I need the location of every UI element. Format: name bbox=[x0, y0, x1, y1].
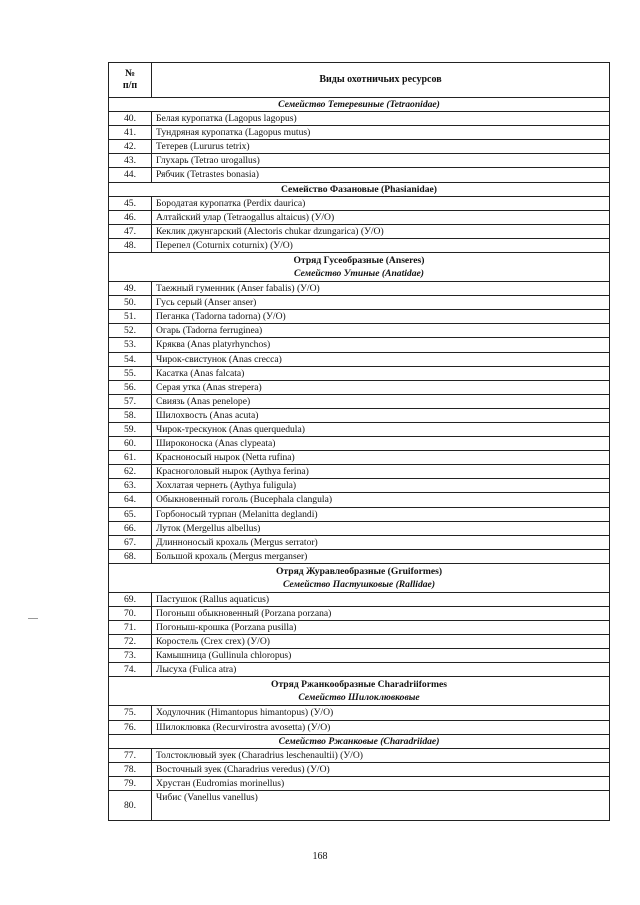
table-row bbox=[109, 549, 610, 563]
species-name: Длинноносый крохаль (Mergus serrator) bbox=[152, 535, 610, 549]
row-number: 63. bbox=[109, 479, 152, 493]
hunting-resources-table bbox=[108, 62, 610, 821]
table-row bbox=[109, 408, 610, 422]
row-number: 44. bbox=[109, 168, 152, 182]
species-name: Перепел (Coturnix coturnix) (У/О) bbox=[152, 238, 610, 252]
species-name: Пастушок (Rallus aquaticus) bbox=[152, 592, 610, 606]
section-row bbox=[109, 253, 610, 282]
species-name: Широконоска (Anas clypeata) bbox=[152, 437, 610, 451]
family-title: Семейство Ржанковые (Charadriidae) bbox=[278, 735, 440, 747]
row-number: 68. bbox=[109, 549, 152, 563]
order-title: Отряд Журавлеобразные (Gruiformes) bbox=[275, 565, 443, 577]
table-row bbox=[109, 324, 610, 338]
page-number: 168 bbox=[312, 851, 328, 862]
species-name: Бородатая куропатка (Perdix daurica) bbox=[152, 196, 610, 210]
section-heading bbox=[109, 563, 610, 592]
table-row bbox=[109, 422, 610, 436]
species-name: Тундряная куропатка (Lagopus mutus) bbox=[152, 126, 610, 140]
table-row bbox=[109, 451, 610, 465]
species-name: Свиязь (Anas penelope) bbox=[152, 394, 610, 408]
table-row bbox=[109, 791, 610, 821]
species-name: Коростель (Crex crex) (У/О) bbox=[152, 635, 610, 649]
table-row bbox=[109, 635, 610, 649]
species-name: Белая куропатка (Lagopus lagopus) bbox=[152, 112, 610, 126]
table-row bbox=[109, 621, 610, 635]
species-name: Пеганка (Tadorna tadorna) (У/О) bbox=[152, 310, 610, 324]
row-number: 54. bbox=[109, 352, 152, 366]
family-title: Семейство Утиные (Anatidae) bbox=[294, 268, 424, 280]
species-name: Красноносый нырок (Netta rufina) bbox=[152, 451, 610, 465]
row-number: 69. bbox=[109, 592, 152, 606]
row-number: 40. bbox=[109, 112, 152, 126]
table-row bbox=[109, 521, 610, 535]
table-row bbox=[109, 394, 610, 408]
row-number: 43. bbox=[109, 154, 152, 168]
species-name: Чибис (Vanellus vanellus) bbox=[152, 791, 610, 821]
row-number: 60. bbox=[109, 437, 152, 451]
table-row bbox=[109, 663, 610, 677]
species-name: Серая утка (Anas strepera) bbox=[152, 380, 610, 394]
table-row bbox=[109, 366, 610, 380]
row-number: 59. bbox=[109, 422, 152, 436]
species-name: Глухарь (Tetrao urogallus) bbox=[152, 154, 610, 168]
species-name: Рябчик (Tetrastes bonasia) bbox=[152, 168, 610, 182]
table-row bbox=[109, 748, 610, 762]
species-name: Луток (Mergellus albellus) bbox=[152, 521, 610, 535]
species-name: Камышница (Gullinula chloropus) bbox=[152, 649, 610, 663]
row-number: 64. bbox=[109, 493, 152, 507]
row-number: 47. bbox=[109, 224, 152, 238]
table-row bbox=[109, 310, 610, 324]
section-heading bbox=[109, 734, 610, 748]
table-row bbox=[109, 196, 610, 210]
species-name: Кряква (Anas platyrhynchos) bbox=[152, 338, 610, 352]
column-header-species: Виды охотничьих ресурсов bbox=[152, 63, 610, 98]
row-number: 66. bbox=[109, 521, 152, 535]
table-row bbox=[109, 352, 610, 366]
row-number: 45. bbox=[109, 196, 152, 210]
species-name: Шилохвость (Anas acuta) bbox=[152, 408, 610, 422]
section-heading bbox=[109, 677, 610, 706]
table-row bbox=[109, 649, 610, 663]
number-label-sub: п/п bbox=[122, 80, 138, 91]
table-row bbox=[109, 210, 610, 224]
row-number: 55. bbox=[109, 366, 152, 380]
row-number: 49. bbox=[109, 282, 152, 296]
species-name: Гусь серый (Anser anser) bbox=[152, 296, 610, 310]
order-title: Отряд Гусеобразные (Anseres) bbox=[293, 254, 425, 266]
row-number: 51. bbox=[109, 310, 152, 324]
species-name: Касатка (Anas falcata) bbox=[152, 366, 610, 380]
row-number: 74. bbox=[109, 663, 152, 677]
family-title: Семейство Тетеревиные (Tetraonidae) bbox=[278, 99, 440, 110]
row-number: 58. bbox=[109, 408, 152, 422]
row-number: 48. bbox=[109, 238, 152, 252]
species-name: Горбоносый турпан (Melanitta deglandi) bbox=[152, 507, 610, 521]
row-number: 79. bbox=[109, 776, 152, 790]
species-name: Погоныш-крошка (Porzana pusilla) bbox=[152, 621, 610, 635]
section-heading bbox=[109, 98, 610, 112]
order-title: Отряд Ржанкообразные Charadriiformes bbox=[271, 679, 447, 691]
species-name: Таежный гуменник (Anser fabalis) (У/О) bbox=[152, 282, 610, 296]
table-row bbox=[109, 112, 610, 126]
species-name: Лысуха (Fulica atra) bbox=[152, 663, 610, 677]
row-number: 80. bbox=[109, 791, 152, 821]
table-row bbox=[109, 338, 610, 352]
species-name: Шилоклювка (Recurvirostra avosetta) (У/О) bbox=[152, 720, 610, 734]
row-number: 61. bbox=[109, 451, 152, 465]
row-number: 73. bbox=[109, 649, 152, 663]
table-row bbox=[109, 140, 610, 154]
row-number: 72. bbox=[109, 635, 152, 649]
species-name: Красноголовый нырок (Aythya ferina) bbox=[152, 465, 610, 479]
species-name: Чирок-свистунок (Anas crecca) bbox=[152, 352, 610, 366]
species-name: Ходулочник (Himantopus himantopus) (У/О) bbox=[152, 706, 610, 720]
species-name: Хохлатая чернеть (Aythya fuligula) bbox=[152, 479, 610, 493]
row-number: 71. bbox=[109, 621, 152, 635]
row-number: 65. bbox=[109, 507, 152, 521]
section-heading bbox=[109, 253, 610, 282]
row-number: 77. bbox=[109, 748, 152, 762]
row-number: 62. bbox=[109, 465, 152, 479]
row-number: 53. bbox=[109, 338, 152, 352]
row-number: 75. bbox=[109, 706, 152, 720]
row-number: 50. bbox=[109, 296, 152, 310]
species-name: Обыкновенный гоголь (Bucephala clangula) bbox=[152, 493, 610, 507]
species-name: Чирок-трескунок (Anas querquedula) bbox=[152, 422, 610, 436]
number-label: № bbox=[124, 68, 136, 79]
row-number: 52. bbox=[109, 324, 152, 338]
table-body bbox=[109, 98, 610, 821]
row-number: 78. bbox=[109, 762, 152, 776]
section-row bbox=[109, 734, 610, 748]
species-name: Кеклик джунгарский (Alectoris chukar dzungarica) (У/О) bbox=[152, 224, 610, 238]
section-heading bbox=[109, 182, 610, 196]
table-row bbox=[109, 479, 610, 493]
species-name: Огарь (Tadorna ferruginea) bbox=[152, 324, 610, 338]
row-number: 70. bbox=[109, 607, 152, 621]
family-title: Семейство Шилоклювковые bbox=[298, 692, 420, 704]
section-row bbox=[109, 182, 610, 196]
table-row bbox=[109, 437, 610, 451]
section-row bbox=[109, 677, 610, 706]
species-name: Тетерев (Lururus tetrix) bbox=[152, 140, 610, 154]
table-row bbox=[109, 126, 610, 140]
family-title: Семейство Пастушковые (Rallidae) bbox=[282, 578, 436, 590]
order-title: Семейство Фазановые (Phasianidae) bbox=[281, 183, 437, 195]
species-name: Погоныш обыкновенный (Porzana porzana) bbox=[152, 607, 610, 621]
row-number: 42. bbox=[109, 140, 152, 154]
table-row bbox=[109, 493, 610, 507]
table-header-row bbox=[109, 63, 610, 98]
table-row bbox=[109, 507, 610, 521]
species-name: Восточный зуек (Charadrius veredus) (У/О) bbox=[152, 762, 610, 776]
table-row bbox=[109, 154, 610, 168]
table-row bbox=[109, 762, 610, 776]
row-number: 56. bbox=[109, 380, 152, 394]
table-row bbox=[109, 238, 610, 252]
row-number: 46. bbox=[109, 210, 152, 224]
table-row bbox=[109, 706, 610, 720]
column-header-number bbox=[109, 63, 152, 98]
row-number: 67. bbox=[109, 535, 152, 549]
table-row bbox=[109, 224, 610, 238]
table-row bbox=[109, 465, 610, 479]
row-number: 41. bbox=[109, 126, 152, 140]
table-row bbox=[109, 380, 610, 394]
table-row bbox=[109, 720, 610, 734]
section-row bbox=[109, 98, 610, 112]
table-row bbox=[109, 535, 610, 549]
table-row bbox=[109, 592, 610, 606]
row-number: 76. bbox=[109, 720, 152, 734]
section-row bbox=[109, 563, 610, 592]
row-number: 57. bbox=[109, 394, 152, 408]
margin-mark bbox=[28, 618, 38, 620]
species-name: Хрустан (Eudromias morinellus) bbox=[152, 776, 610, 790]
table-row bbox=[109, 282, 610, 296]
table-row bbox=[109, 168, 610, 182]
table-row bbox=[109, 776, 610, 790]
table-row bbox=[109, 296, 610, 310]
table-row bbox=[109, 607, 610, 621]
species-name: Большой крохаль (Mergus merganser) bbox=[152, 549, 610, 563]
species-name: Алтайский улар (Tetraogallus altaicus) (У/О) bbox=[152, 210, 610, 224]
species-name: Толстоклювый зуек (Charadrius leschenaultii) (У/О) bbox=[152, 748, 610, 762]
